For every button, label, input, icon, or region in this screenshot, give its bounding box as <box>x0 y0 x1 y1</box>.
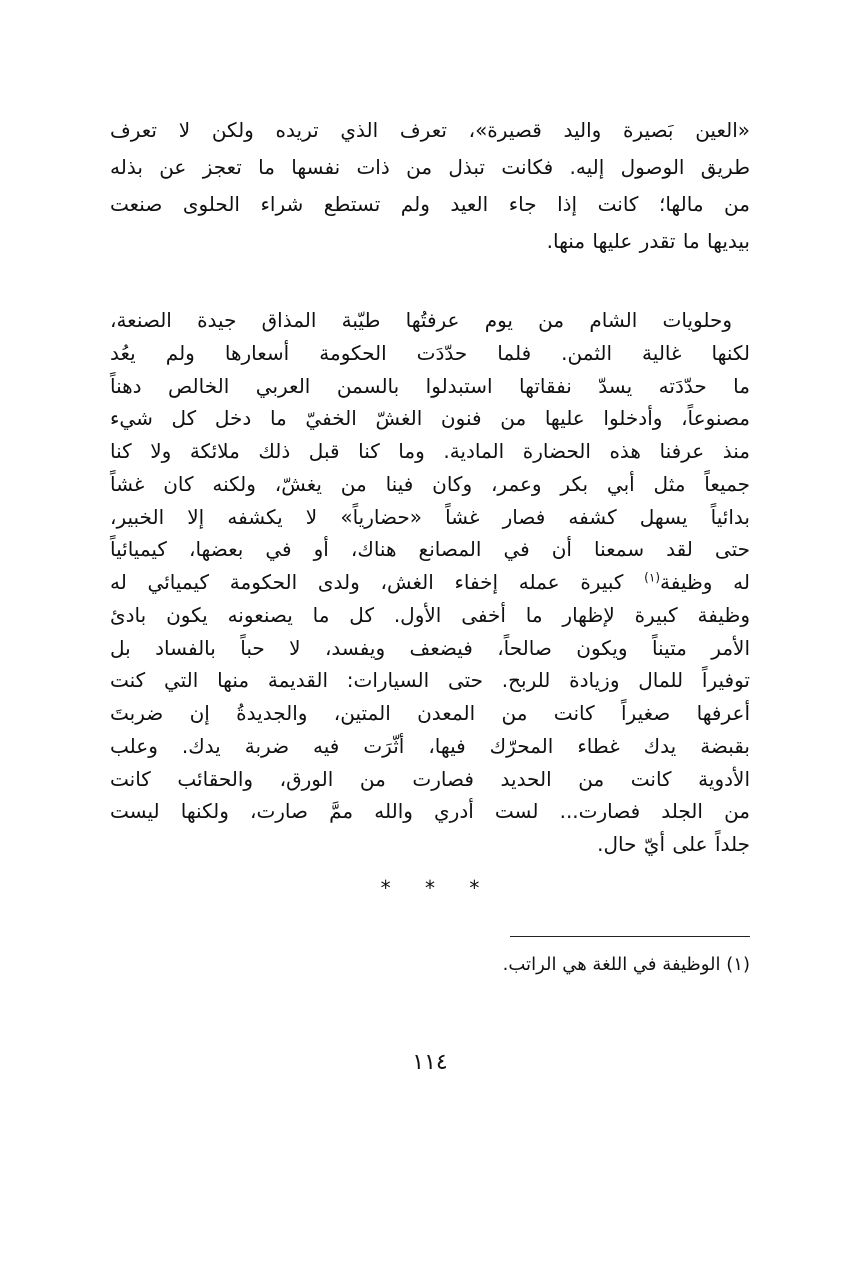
text-line: جميعاً مثل أبي بكر وعمر، وكان فينا من يغشّ، ولكنه كان غشاً <box>110 471 750 496</box>
text-line: الأدوية كانت من الحديد فصارت من الورق، والحقائب كانت <box>110 766 750 791</box>
text-line: وظيفة كبيرة لإظهار ما أخفى الأول. كل ما يصنعونه يكون بادئ <box>110 602 750 627</box>
text-line: من مالها؛ كانت إذا جاء العيد ولم تستطع شراء الحلوى صنعت <box>110 192 750 216</box>
footnote: (١) الوظيفة في اللغة هي الراتب. <box>502 954 750 975</box>
text-line: حتى لقد سمعنا أن في المصانع هناك، أو في بعضها، كيميائياً <box>110 537 750 562</box>
text-segment: له وظيفة <box>660 570 750 594</box>
page-number: ١١٤ <box>412 1050 448 1075</box>
text-line: توفيراً للمال وزيادة للربح. حتى السيارات: القديمة منها التي كنت <box>110 668 750 693</box>
section-separator: * * * <box>380 876 494 900</box>
text-line: ما حدّدَته يسدّ نفقاتها استبدلوا بالسمن العربي الخالص دهناً <box>110 373 750 398</box>
text-line: مصنوعاً، وأدخلوا عليها من فنون الغشّ الخفيّ ما دخل كل شيء <box>110 406 750 431</box>
text-line: الأمر متيناً ويكون صالحاً، فيضعف ويفسد، لا حباً بالفساد بل <box>110 635 750 660</box>
text-line: «العين بَصيرة واليد قصيرة»، تعرف الذي تريده ولكن لا تعرف <box>110 118 750 142</box>
text-line: جلداً على أيّ حال. <box>597 832 750 856</box>
text-line: بيديها ما تقدر عليها منها. <box>546 229 750 253</box>
text-line: منذ عرفنا هذه الحضارة المادية. وما كنا قبل ذلك ملائكة ولا كنا <box>110 439 750 463</box>
footnote-rule <box>510 936 750 937</box>
text-line: بقبضة يدك غطاء المحرّك فيها، أثّرَت فيه ضربة يدك. وعلب <box>110 733 750 758</box>
text-line: طريق الوصول إليه. فكانت تبذل من ذات نفسها ما تعجز عن بذله <box>110 155 750 179</box>
text-line: لكنها غالية الثمن. فلما حدّدَت الحكومة أسعارها ولم يعُد <box>110 340 750 365</box>
text-line: من الجلد فصارت... لست أدري والله ممَّ صارت، ولكنها ليست <box>110 799 750 824</box>
text-line: وحلويات الشام من يوم عرفتُها طيّبة المذاق جيدة الصنعة، <box>110 308 732 332</box>
text-segment: كبيرة عمله إخفاء الغش، ولدى الحكومة كيميائي له <box>110 570 645 594</box>
text-line: أعرفها صغيراً كانت من المعدن المتين، والجديدةُ إن ضربتَ <box>110 701 750 725</box>
footnote-ref: (١) <box>644 570 660 585</box>
text-line <box>110 564 750 601</box>
text-line: بدائياً يسهل كشفه فصار غشاً «حضارياً» لا يكشفه إلا الخبير، <box>110 504 750 529</box>
